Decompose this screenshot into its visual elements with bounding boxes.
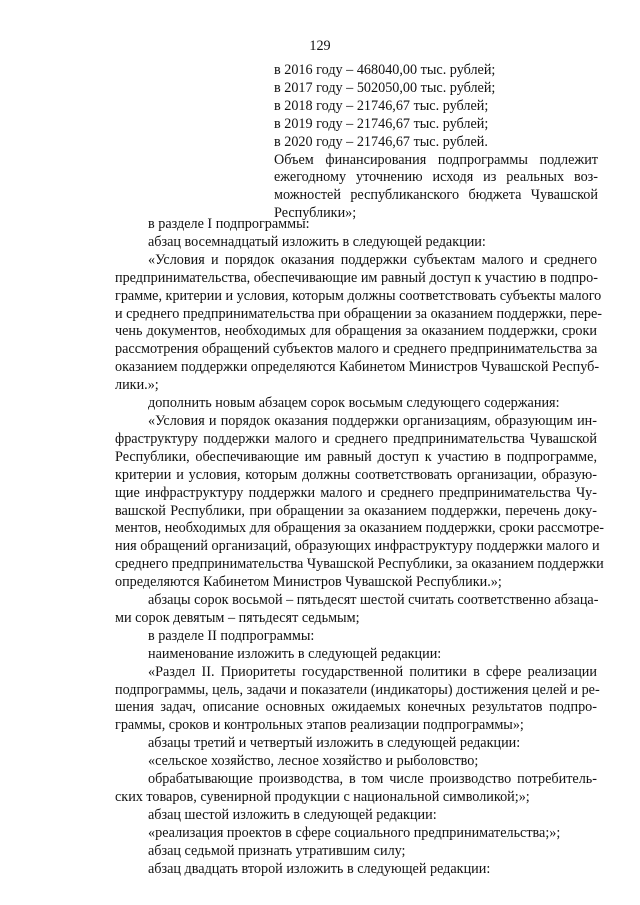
funding-line: в 2017 году – 502050,00 тыс. рублей; — [274, 79, 496, 96]
text-line: критерии и условия, которым должны соответствовать организации, образую- — [115, 466, 597, 483]
paragraph: дополнить новым абзацем сорок восьмым следующего содержания: — [148, 395, 560, 412]
text-line: «Раздел II. Приоритеты государственной политики в сфере реализации — [148, 663, 597, 680]
paragraph: «сельское хозяйство, лесное хозяйство и рыболовство; — [148, 753, 479, 770]
quoted-paragraph — [115, 412, 604, 592]
text-line: обрабатывающие производства, в том числе производство потребитель- — [148, 771, 597, 788]
paragraph: в разделе I подпрограммы: — [148, 216, 310, 232]
text-line: вашской Республики, при обращении за оказанием поддержки, перечень доку- — [115, 502, 597, 519]
text-line: ментов, необходимых для обращения за оказанием поддержки, сроки рассмотре- — [115, 520, 604, 537]
page-number: 129 — [309, 38, 331, 54]
text-line: подпрограммы, цель, задачи и показатели (индикаторы) достижения целей и ре- — [115, 681, 600, 698]
text-line: рассмотрения обращений субъектов малого и среднего предпринимательства за — [115, 341, 598, 358]
funding-line: в 2019 году – 21746,67 тыс. рублей; — [274, 115, 489, 132]
text-line: грамме, критерии и условия, которым должны соответствовать субъекты малого — [115, 287, 602, 304]
paragraph: абзац двадцать второй изложить в следующей редакции: — [148, 860, 491, 877]
text-line: абзацы сорок восьмой – пятьдесят шестой считать соответственно абзаца- — [148, 592, 599, 609]
document-body — [115, 216, 604, 879]
funding-note-line: ежегодному уточнению исходя из реальных воз- — [274, 169, 598, 186]
text-line: «Условия и порядок оказания поддержки субъектам малого и среднего — [148, 251, 597, 268]
funding-line: в 2016 году – 468040,00 тыс. рублей; — [274, 62, 496, 78]
funding-note-line: Республики»; — [274, 205, 357, 222]
text-line: ми сорок девятым – пятьдесят седьмым; — [115, 609, 360, 626]
paragraph: абзац седьмой признать утратившим силу; — [148, 842, 406, 859]
text-line: лики.»; — [115, 377, 159, 394]
paragraph: абзацы третий и четвертый изложить в следующей редакции: — [148, 735, 521, 752]
funding-block — [274, 62, 598, 223]
text-line: предпринимательства, обеспечивающие им равный доступ к участию в подпро- — [115, 269, 598, 286]
funding-line: в 2018 году – 21746,67 тыс. рублей; — [274, 97, 489, 114]
text-line: оказанием поддержки определяются Кабинетом Министров Чувашской Респуб- — [115, 359, 600, 376]
text-line: определяются Кабинетом Министров Чувашской Республики.»; — [115, 574, 502, 591]
paragraph: абзац шестой изложить в следующей редакции: — [148, 806, 437, 823]
paragraph: «реализация проектов в сфере социального предпринимательства;»; — [148, 824, 561, 841]
quoted-paragraph — [115, 663, 600, 736]
quoted-paragraph — [115, 251, 603, 395]
text-line: и среднего предпринимательства при обращении за оказанием поддержки, пере- — [115, 305, 603, 322]
text-line: граммы, сроков и контрольных этапов реализации подпрограммы»; — [115, 717, 524, 734]
text-line: ния обращений организаций, образующих инфраструктуру поддержки малого и — [115, 538, 600, 555]
paragraph: наименование изложить в следующей редакции: — [148, 645, 442, 662]
paragraph: в разделе II подпрограммы: — [148, 627, 315, 644]
text-line: «Условия и порядок оказания поддержки организациям, образующим ин- — [148, 412, 597, 429]
text-line: щие инфраструктуру поддержки малого и среднего предпринимательства Чу- — [115, 484, 597, 501]
text-line: Республики, обеспечивающие им равный доступ к участию в подпрограмме, — [115, 448, 597, 465]
text-line: среднего предпринимательства Чувашской Республики, за оказанием поддержки — [115, 556, 604, 573]
funding-line: в 2020 году – 21746,67 тыс. рублей. — [274, 133, 488, 150]
funding-note-line: Объем финансирования подпрограммы подлежит — [274, 151, 598, 168]
paragraph: абзац восемнадцатый изложить в следующей редакции: — [148, 233, 486, 250]
funding-note-line: можностей республиканского бюджета Чувашской — [274, 187, 598, 204]
text-line: ских товаров, сувенирной продукции с национальной символикой;»; — [115, 789, 530, 805]
paragraph — [115, 592, 597, 628]
text-line: шения задач, описание основных ожидаемых конечных результатов подпро- — [115, 699, 597, 716]
text-line: фраструктуру поддержки малого и среднего предпринимательства Чувашской — [115, 430, 597, 447]
paragraph — [115, 771, 597, 807]
text-line: чень документов, необходимых для обращения за оказанием поддержки, сроки — [115, 323, 597, 340]
